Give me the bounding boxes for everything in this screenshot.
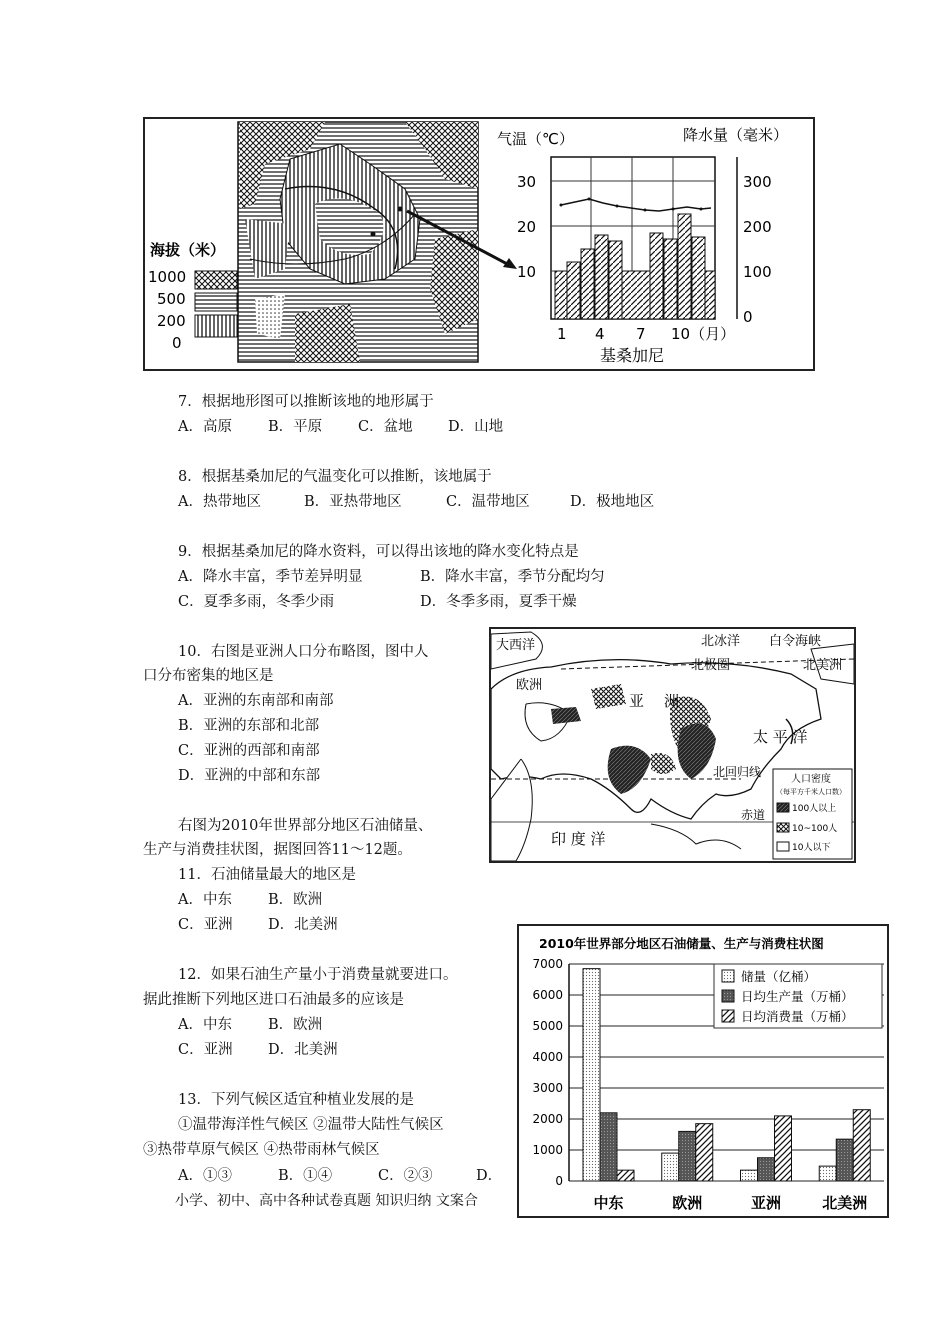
precip-tick-200: 200	[743, 218, 772, 236]
asia-population-map	[489, 627, 856, 863]
footer-text: 小学、初中、高中各种试卷真题 知识归纳 文案合	[175, 1193, 478, 1209]
temp-tick-20: 20	[517, 218, 537, 236]
temp-tick-30: 30	[517, 173, 537, 191]
label-arctic-circle: 北极圈	[691, 658, 731, 673]
y-tick-label: 5000	[532, 1019, 563, 1033]
label-asia-a: 亚	[629, 692, 645, 710]
q12-stem-line1: 12．如果石油生产量小于消费量就要进口。	[178, 967, 458, 983]
terrain-climate-svg	[145, 119, 813, 369]
bar-reserves	[819, 1166, 836, 1181]
q12-option-d[interactable]: D．北美洲	[268, 1042, 338, 1058]
density-legend-sub: （每平方千米人口数）	[776, 788, 846, 796]
x-category-label: 中东	[593, 1194, 624, 1212]
month-tick-10: 10（月）	[671, 325, 736, 343]
month-tick-7: 7	[636, 325, 646, 343]
q7-stem: 7．根据地形图可以推断该地的地形属于	[178, 394, 434, 410]
oil-chart-figure	[517, 924, 889, 1218]
q13-option-c[interactable]: C．②③	[378, 1168, 433, 1184]
bar-consumption	[617, 1170, 634, 1181]
x-category-label: 亚洲	[750, 1194, 782, 1212]
y-tick-label: 3000	[532, 1081, 563, 1095]
q10-stem-line1: 10．右图是亚洲人口分布略图，图中人	[178, 644, 429, 660]
label-equator: 赤道	[741, 808, 766, 822]
q10-option-b[interactable]: B．亚洲的东部和北部	[178, 718, 320, 734]
legend-label-reserves: 储量（亿桶）	[741, 969, 817, 984]
y-tick-label: 0	[555, 1174, 563, 1188]
bar-consumption	[696, 1124, 713, 1181]
q13-option-d[interactable]: D．	[476, 1168, 503, 1184]
legend-swatch-production	[722, 990, 734, 1002]
q8-option-c[interactable]: C．温带地区	[446, 494, 530, 510]
q13-stem: 13．下列气候区适宜种植业发展的是	[178, 1092, 414, 1108]
bar-consumption	[853, 1110, 870, 1181]
density-swatch-low	[777, 842, 789, 851]
legend-level-200: 200	[157, 312, 186, 330]
bar-production	[836, 1139, 853, 1181]
q11-stem: 11．石油储量最大的地区是	[178, 867, 356, 883]
q7-option-b[interactable]: B．平原	[268, 419, 323, 435]
q10-stem-line2: 口分布密集的地区是	[143, 668, 274, 684]
q11-option-a[interactable]: A．中东	[178, 892, 232, 908]
q9-option-a[interactable]: A．降水丰富，季节差异明显	[178, 569, 363, 585]
legend-swatch-consumption	[722, 1010, 734, 1022]
density-legend-mid: 10~100人	[792, 824, 838, 834]
y-tick-label: 4000	[532, 1050, 563, 1064]
temp-tick-10: 10	[517, 263, 537, 281]
bar-reserves	[662, 1153, 679, 1181]
bar-reserves	[741, 1170, 758, 1181]
density-legend-low: 10人以下	[792, 843, 831, 853]
legend-swatch-reserves	[722, 970, 734, 982]
month-tick-4: 4	[595, 325, 605, 343]
legend-level-0: 0	[172, 334, 182, 352]
asia-map-svg	[491, 629, 854, 861]
label-tropic: 北回归线	[713, 765, 762, 779]
temp-axis-label: 气温（℃）	[497, 130, 574, 148]
bar-consumption	[775, 1116, 792, 1181]
precip-tick-300: 300	[743, 173, 772, 191]
legend-title: 海拔（米）	[150, 241, 226, 259]
q12-option-c[interactable]: C．亚洲	[178, 1042, 233, 1058]
bar-production	[679, 1131, 696, 1181]
y-tick-label: 2000	[532, 1112, 563, 1126]
q13-option-a[interactable]: A．①③	[178, 1168, 232, 1184]
intro-11-12-line2: 生产与消费挂状图，据图回答11～12题。	[143, 842, 412, 858]
x-category-label: 北美洲	[822, 1194, 868, 1212]
q9-option-d[interactable]: D．冬季多雨，夏季干燥	[420, 594, 577, 610]
precip-axis-label: 降水量（毫米）	[683, 126, 789, 144]
label-pacific: 太 平 洋	[753, 728, 808, 746]
density-legend-high: 100人以上	[792, 804, 837, 814]
bar-production	[758, 1158, 775, 1181]
intro-11-12-line1: 右图为2010年世界部分地区石油储量、	[178, 818, 433, 834]
q7-option-c[interactable]: C．盆地	[358, 419, 413, 435]
legend-label-consumption: 日均消费量（万桶）	[741, 1009, 854, 1024]
density-legend-title: 人口密度	[791, 774, 831, 785]
density-swatch-mid	[777, 823, 789, 832]
label-atlantic: 大西洋	[496, 638, 536, 653]
q7-option-a[interactable]: A．高原	[178, 419, 232, 435]
climate-chart	[497, 126, 788, 365]
bar-reserves	[583, 969, 600, 1181]
x-category-label: 欧洲	[672, 1194, 703, 1212]
oil-chart-title: 2010年世界部分地区石油储量、生产与消费柱状图	[539, 936, 824, 951]
legend-level-500: 500	[157, 290, 186, 308]
q13-option-b[interactable]: B．①④	[278, 1168, 333, 1184]
q12-option-a[interactable]: A．中东	[178, 1017, 232, 1033]
y-tick-label: 7000	[532, 957, 563, 971]
precip-tick-100: 100	[743, 263, 772, 281]
q13-items-line2: ③热带草原气候区 ④热带雨林气候区	[143, 1142, 380, 1158]
y-tick-label: 6000	[532, 988, 563, 1002]
label-arctic: 北冰洋	[701, 634, 741, 649]
oil-chart-legend	[714, 964, 882, 1028]
q8-option-a[interactable]: A．热带地区	[178, 494, 261, 510]
y-tick-label: 1000	[532, 1143, 563, 1157]
label-north-america: 北美洲	[803, 658, 843, 673]
precip-tick-0: 0	[743, 308, 753, 326]
legend-swatch-1000	[195, 271, 237, 289]
month-tick-1: 1	[557, 325, 567, 343]
legend-swatch-200	[195, 315, 237, 337]
q8-option-b[interactable]: B．亚热带地区	[304, 494, 402, 510]
q11-option-c[interactable]: C．亚洲	[178, 917, 233, 933]
q12-stem-line2: 据此推断下列地区进口石油最多的应该是	[143, 992, 404, 1008]
label-bering: 白令海峡	[769, 634, 822, 649]
station-name: 基桑加尼	[600, 346, 665, 365]
q10-option-c[interactable]: C．亚洲的西部和南部	[178, 743, 320, 759]
q7-option-d[interactable]: D．山地	[448, 419, 504, 435]
q10-option-a[interactable]: A．亚洲的东南部和南部	[178, 693, 334, 709]
legend-swatch-500	[195, 293, 237, 311]
oil-chart-svg	[519, 926, 887, 1216]
label-asia-b: 洲	[664, 692, 680, 710]
density-swatch-high	[777, 803, 789, 812]
q11-option-b[interactable]: B．欧洲	[268, 892, 323, 908]
terrain-map	[238, 122, 478, 362]
q9-option-c[interactable]: C．夏季多雨，冬季少雨	[178, 594, 335, 610]
q11-option-d[interactable]: D．北美洲	[268, 917, 338, 933]
q8-option-d[interactable]: D．极地地区	[570, 494, 655, 510]
q8-stem: 8．根据基桑加尼的气温变化可以推断，该地属于	[178, 469, 492, 485]
bar-production	[600, 1113, 617, 1181]
q9-option-b[interactable]: B．降水丰富，季节分配均匀	[420, 569, 605, 585]
label-europe: 欧洲	[516, 678, 543, 693]
legend-label-production: 日均生产量（万桶）	[741, 989, 854, 1004]
terrain-climate-figure	[143, 117, 815, 371]
q10-option-d[interactable]: D．亚洲的中部和东部	[178, 768, 321, 784]
legend-level-1000: 1000	[148, 268, 187, 286]
q13-items-line1: ①温带海洋性气候区 ②温带大陆性气候区	[178, 1117, 444, 1133]
q12-option-b[interactable]: B．欧洲	[268, 1017, 323, 1033]
label-indian-ocean: 印 度 洋	[551, 830, 606, 848]
q9-stem: 9．根据基桑加尼的降水资料，可以得出该地的降水变化特点是	[178, 544, 579, 560]
